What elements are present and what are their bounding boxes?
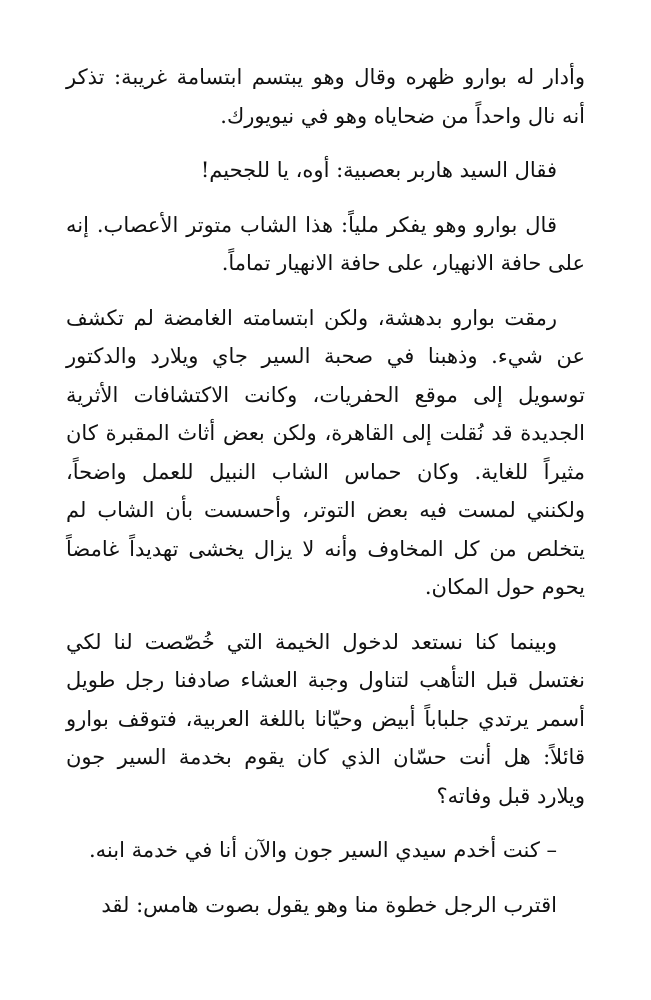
paragraph-4: رمقت بوارو بدهشة، ولكن ابتسامته الغامضة لم تكشف عن شيء. وذهبنا في صحبة السير جاي ويلارد والدكتور توسويل إلى موقع الحفريات، وكانت الاكتشافات الأثرية الجديدة قد نُقلت إلى القاهرة، ولكن بعض أثاث المقبرة كان مثيراً للغاية. وكان حماس الشاب النبيل للعمل واضحاً، ولكنني لمست فيه بعض التوتر، وأحسست بأن الشاب لم يتخلص من كل المخاوف وأنه لا يزال يخشى تهديداً غامضاً يحوم حول المكان. xyxy=(66,305,585,599)
page-body xyxy=(66,58,585,940)
paragraph-2: فقال السيد هاربر بعصبية: أوه، يا للجحيم! xyxy=(200,158,557,182)
paragraph-5: وبينما كنا نستعد لدخول الخيمة التي خُصّصت لنا لكي نغتسل قبل التأهب لتناول وجبة العشاء صادفنا رجل طويل أسمر يرتدي جلباباً أبيض وحيّانا باللغة العربية، فتوقف بوارو قائلاً: هل أنت حسّان الذي كان يقوم بخدمة السير جون ويلارد قبل وفاته؟ xyxy=(66,629,585,808)
paragraph-1: وأدار له بوارو ظهره وقال وهو يبتسم ابتسامة غريبة: تذكر أنه نال واحداً من ضحاياه وهو في نيويورك. xyxy=(66,65,585,128)
paragraph-7: اقترب الرجل خطوة منا وهو يقول بصوت هامس: لقد xyxy=(101,892,557,917)
paragraph-3: قال بوارو وهو يفكر ملياً: هذا الشاب متوتر الأعصاب. إنه على حافة الانهيار، على حافة الانهيار تماماً. xyxy=(66,212,585,275)
paragraph-6: – كنت أخدم سيدي السير جون والآن أنا في خدمة ابنه. xyxy=(88,838,557,862)
